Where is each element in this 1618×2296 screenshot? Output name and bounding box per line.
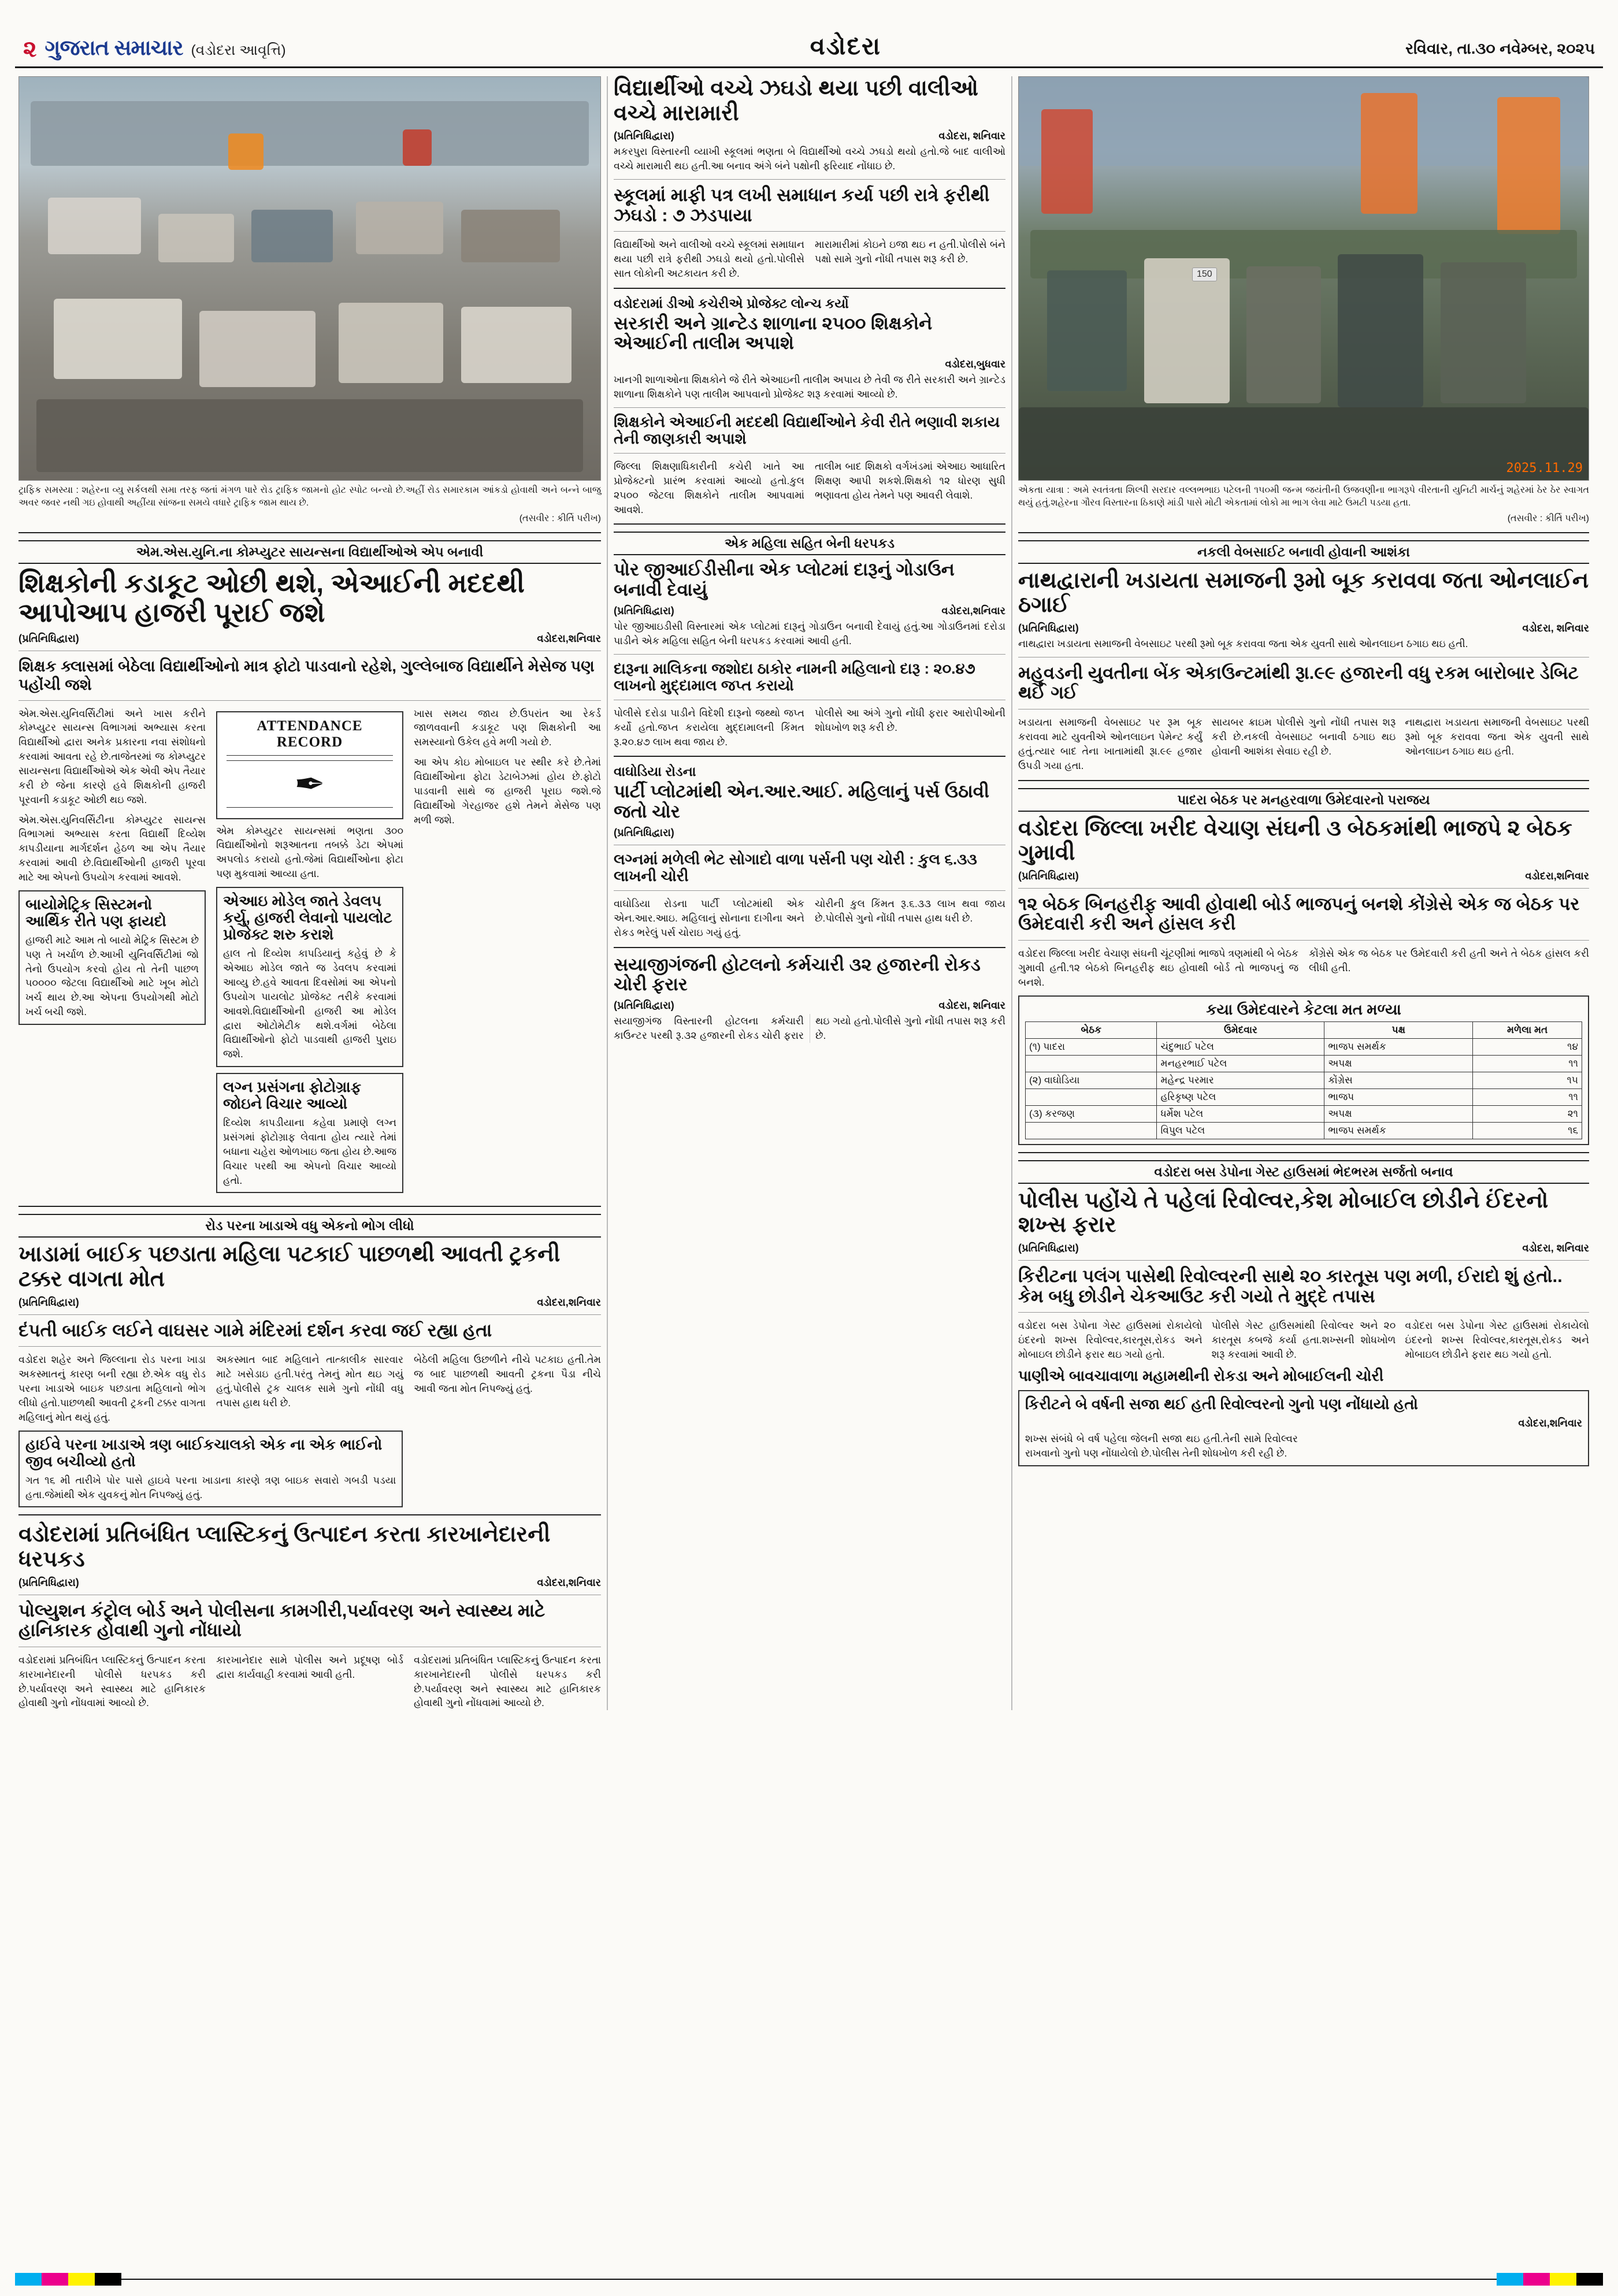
story-paragraph: સાયબર ક્રાઇમ પોલીસે ગુનો નોંધી તપાસ શરૂ કરી છે.નકલી વેબસાઇટ બનાવી ઠગાઇ થઇ હોવાની આશંકા સેવાઇ રહી છે. <box>1211 716 1396 757</box>
story-banned-plastic <box>18 1522 601 1710</box>
cell-party: કોંગ્રેસ <box>1324 1072 1473 1088</box>
story-paragraph: વડોદરા બસ ડેપોના ગેસ્ટ હાઉસમાં રોકાયેલો ઇંદરનો શખ્સ રિવોલ્વર,કારતૂસ,રોકડ અને મોબાઇલ છોડીને ફરાર થઇ ગયો હતો. <box>1018 1320 1203 1360</box>
story-headline: વડોદરા જિલ્લા ખરીદ વેચાણ સંઘની ૩ બેઠકમાંથી ભાજપે ૨ બેઠક ગુમાવી <box>1018 816 1572 865</box>
box-headline: બાયોમેટ્રિક સિસ્ટમનો આર્થિક રીતે પણ ફાયદો <box>25 895 166 930</box>
story-paragraph: ચોરીની કુલ કિંમત રૂ.૬.૩૩ લાખ થવા જાય છે.પોલીસે ગુનો નોંધી તપાસ હાથ ધરી છે. <box>815 898 1005 924</box>
col-header-votes: મળેલા મત <box>1473 1021 1582 1038</box>
story-msu-attendance-app <box>18 540 601 1199</box>
color-swatch-cyan <box>15 2273 42 2286</box>
cell-candidate: મહેન્દ્ર પરમાર <box>1157 1072 1324 1088</box>
cell-seat: (૧) પાદરા <box>1026 1038 1157 1055</box>
cell-candidate: મનહરભાઈ પટેલ <box>1157 1055 1324 1072</box>
cell-candidate: હરિકૃષ્ણ પટેલ <box>1157 1088 1324 1105</box>
byline-place-date: વડોદરા,શનિવાર <box>1525 870 1589 882</box>
sidebar-box-kirit-sentence <box>1018 1390 1589 1466</box>
story-byline <box>614 130 1005 142</box>
story-paragraph: વડોદરામાં પ્રતિબંધિત પ્લાસ્ટિકનું ઉત્પાદન કરતા કારખાનેદારની પોલીસે ધરપકડ કરી છે.પર્યાવરણ અને સ્વાસ્થ્ય માટે હાનિકારક હોવાથી ગુનો નોંધવામાં આવ્યો છે. <box>414 1654 601 1709</box>
sidebar-box-ai-model <box>216 887 403 1067</box>
story-headline: વડોદરામાં પ્રતિબંધિત પ્લાસ્ટિકનું ઉત્પાદન કરતા કારખાનેદારની ધરપકડ <box>18 1522 551 1571</box>
byline-place-date: વડોદરા, શનિવાર <box>938 130 1005 142</box>
cell-seat <box>1026 1122 1157 1139</box>
story-subhead: લગ્નમાં મળેલી ભેટ સોગાદો વાળા પર્સની પણ ચોરી : કુલ ૬.૩૩ લાખની ચોરી <box>614 850 977 885</box>
story-byline <box>18 1296 601 1309</box>
story-kicker: વડોદરામાં ડીઓ કચેરીએ પ્રોજેક્ટ લોન્ચ કર્યો <box>614 295 849 311</box>
box-headline: કિરીટને બે વર્ષની સજા થઈ હતી રિવોલ્વરનો ગુનો પણ નોંધાયો હતો <box>1025 1395 1418 1413</box>
story-paragraph: ખાસ સમય જાય છે.ઉપરાંત આ રેકર્ડ જાળવવાની કડાકૂટ પણ શિક્ષકોની આ સમસ્યાનો ઉકેલ હવે મળી ગયો છે. <box>414 707 601 748</box>
byline-place-date: વડોદરા, શનિવાર <box>1522 1242 1589 1254</box>
col-header-candidate: ઉમેદવાર <box>1157 1021 1324 1038</box>
story-subhead-secondary: પાણીએ બાવચાવાળા મહામથીની રોકડા અને મોબાઈલની ચોરી <box>1018 1366 1384 1384</box>
story-byline <box>1018 622 1589 634</box>
box-body: હાજરી માટે આમ તો બાયો મેટ્રિક સિસ્ટમ છે પણ તે ખર્ચાળ છે.આખી યુનિવર્સિટીમાં જો તેનો ઉપયોગ કરવો હોય તો તેની પાછળ ૫૦૦૦૦ જેટલા વિદ્યાર્થીઓ માટે ખૂબ મોટો ખર્ચ થાય છે.આ એપના ઉપયોગથી મોટો ખર્ચ બચી જશે. <box>25 934 199 1018</box>
color-swatch-black <box>95 2273 121 2286</box>
photo-timestamp: 2025.11.29 <box>1506 461 1583 475</box>
story-paragraph: એમ.એસ.યુનિવર્સિટીમાં અને ખાસ કરીને કોમ્પ્યુટર સાયન્સ વિભાગમાં અભ્યાસ કરતા વિદ્યાર્થીઓ દ્વારા અનેક પ્રકારના નવા સંશોધનો કરવામાં આવતા રહે છે.તાજેતરમાં જ કોમ્પ્યુટર સાયન્સના વિદ્યાર્થીઓએ એક એવી એપ તૈયાર કરી છે જેના કારણે હવે શિક્ષકોની હાજરી પૂરવાની કડાકૂટ ઓછી થઇ જશે. <box>18 707 206 805</box>
box-body: ગત ૧૬ મી તારીખે પોર પાસે હાઇવે પરના ખાડાના કારણે ત્રણ બાઇક સવારો ગબડી પડયા હતા.જેમાંથી એક યુવકનું મોત નિપજ્યું હતું. <box>25 1474 396 1500</box>
story-kicker: એક મહિલા સહિત બેની ધરપકડ <box>614 532 1005 555</box>
story-headline: ખાડામાં બાઈક પછડાતા મહિલા પટકાઈ પાછળથી આવતી ટ્રકની ટક્કર વાગતા મોત <box>18 1242 561 1292</box>
story-byline <box>1018 870 1589 882</box>
story-pothole-accident <box>18 1214 601 1507</box>
box-headline: એઆઇ મોડેલ જાતે ડેવલપ કર્યુ, હાજરી લેવાનો પાયલોટ પ્રોજેક્ટ શરુ કરાશે <box>223 891 392 943</box>
story-paragraph: વડોદરા શહેર અને જિલ્લાના રોડ પરના ખાડા અકસ્માતનું કારણ બની રહ્યા છે.એક વધુ રોડ પરના ખાડાએ બાઇક પછડાતા મહિલાનો ભોગ લીધો હતો.પાછળથી આવતી ટ્રકની ટક્કર વાગતા મહિલાનું મોત થયું હતું. <box>18 1354 206 1423</box>
edition-label: (વડોદરા આવૃત્તિ) <box>191 42 286 58</box>
box-headline: હાઈવે પરના ખાડાએ ત્રણ બાઈકચાલકો એક ના એક ભાઈનો જીવ બચીવ્યો હતો <box>25 1435 383 1470</box>
story-body-col-3 <box>414 707 601 1199</box>
story-subhead: શિક્ષકોને એઆઈની મદદથી વિદ્યાર્થીઓને કેવી રીતે ભણાવી શકાય તેની જાણકારી અપાશે <box>614 413 1000 447</box>
rally-bib-number: 150 <box>1192 268 1217 281</box>
cell-votes: ૧૫ <box>1473 1072 1582 1088</box>
column-right <box>1015 76 1593 1710</box>
box-headline: લગ્ન પ્રસંગના ફોટોગ્રાફ જોઇને વિચાર આવ્યો <box>223 1078 362 1113</box>
rally-photo-credit: (તસવીર : કીર્તિ પરીખ) <box>1507 514 1589 524</box>
story-nri-purse-theft <box>614 764 1005 939</box>
story-paragraph: કોંગ્રેસે એક જ બેઠક પર ઉમેદવારી કરી હતી અને તે બેઠક હાંસલ કરી લીધી હતી. <box>1309 948 1589 974</box>
byline-place-date: વડોદરા,શનિવાર <box>941 604 1005 616</box>
color-swatch-black <box>1576 2273 1603 2286</box>
table-row <box>1026 1122 1582 1139</box>
byline-place-date: વડોદરા,શનિવાર <box>537 1296 601 1308</box>
story-byline <box>18 633 601 645</box>
masthead-left <box>23 36 286 61</box>
story-headline: વિદ્યાર્થીઓ વચ્ચે ઝઘડો થયા પછી વાલીઓ વચ્ચે મારામારી <box>614 76 978 125</box>
story-paragraph: આ એપ કોઇ મોબાઇલ પર સ્થીર કરે છે.તેમાં વિદ્યાર્થીઓના ફોટા ડેટાબેઝમાં હોય છે.ફોટો પાડવાની સાથે જ હાજરી પૂરાઇ જશે.જે વિદ્યાર્થીઓ ગેરહાજર હશે તેમને મેસેજ પણ મળી જશે. <box>414 756 601 826</box>
story-headline: સયાજીગંજની હોટલનો કર્મચારી ૩૨ હજારની રોકડ ચોરી ફરાર <box>614 954 981 995</box>
story-paragraph: પોલીસે આ અંગે ગુનો નોંધી ફરાર આરોપીઓની શોધખોળ શરૂ કરી છે. <box>815 707 1005 733</box>
color-swatch-yellow <box>1550 2273 1576 2286</box>
story-kicker: વાઘોડિયા રોડના <box>614 764 696 779</box>
cell-votes: ૧૧ <box>1473 1088 1582 1105</box>
cell-party: ભાજપ સમર્થક <box>1324 1122 1473 1139</box>
cell-seat: (૨) વાઘોડિયા <box>1026 1072 1157 1088</box>
traffic-photo-caption: ટ્રાફિક સમસ્યા : શહેરના વ્યુ સર્કલથી સમા તરફ જતાં મંગળ પારે રોડ ટ્રાફિક જામનો હોટ સ્પોટ બન્યો છે.અહીં રોડ સમારકામ આંકડો હોવાથી અને બન્ને બાજુ અવર જવર નથી ગઇ હોવાથી અહીંયા સાંજના સમયે વધારે ટ્રાફિક જામ થાય છે. <box>18 485 601 508</box>
election-results-table <box>1025 1021 1582 1139</box>
story-subhead: કિરીટના પલંગ પાસેથી રિવોલ્વરની સાથે ૨૦ કારતૂસ પણ મળી, ઈરાદો શું હતો.. કેમ બધુ છોડીને ચેકઆઉટ કરી ગયો તે મુદ્દે તપાસ <box>1018 1265 1563 1306</box>
byline-place-date: વડોદરા,શનિવાર <box>537 632 601 644</box>
issue-date: રવિવાર, તા.૩૦ નવેમ્બર, ૨૦૨૫ <box>1405 40 1595 57</box>
story-lead: નાથદ્વારા ખડાયતા સમાજની વેબસાઇટ પરથી રૂમો બૂક કરાવવા જતા એક યુવતી સાથે ઓનલાઇન ઠગાઇ થઇ હતી. <box>1018 637 1468 649</box>
table-row <box>1026 1105 1582 1122</box>
story-lead: ખાનગી શાળાઓના શિક્ષકોને જે રીતે એઆઇની તાલીમ અપાય છે તેવી જ રીતે સરકારી અને ગ્રાન્ટેડ શાળાના શિક્ષકોને પણ તાલીમ આપવાનો પ્રોજેક્ટ શરૂ કરવામાં આવ્યો છે. <box>614 374 1005 400</box>
story-kicker: રોડ પરના ખાડાએ વધુ એકનો ભોગ લીધો <box>18 1214 601 1238</box>
story-paragraph: બેઠેલી મહિલા ઉછળીને નીચે પટકાઇ હતી.તેમ જ બાદ પાછળથી આવતી ટ્રકના પૈડા નીચે આવી જતા મોત નિપજ્યું હતું. <box>414 1354 601 1394</box>
story-paragraph: વડોદરામાં પ્રતિબંધિત પ્લાસ્ટિકનું ઉત્પાદન કરતા કારખાનેદારની પોલીસે ધરપકડ કરી છે.પર્યાવરણ અને સ્વાસ્થ્ય માટે હાનિકારક હોવાથી ગુનો નોંધવામાં આવ્યો છે. <box>18 1654 206 1709</box>
color-swatch-magenta <box>1523 2273 1550 2286</box>
cell-candidate: ધર્મેશ પટેલ <box>1157 1105 1324 1122</box>
traffic-photo-credit: (તસવીર : કીર્તિ પરીખ) <box>519 514 601 524</box>
attendance-figure <box>216 711 403 819</box>
color-swatch-magenta <box>42 2273 68 2286</box>
story-headline: સરકારી અને ગ્રાન્ટેડ શાળાના ૨૫૦૦ શિક્ષકોને એઆઈની તાલીમ અપાશે <box>614 313 933 354</box>
story-paragraph: વડોદરા બસ ડેપોના ગેસ્ટ હાઉસમાં રોકાયેલો ઇંદરનો શખ્સ રિવોલ્વર,કારતૂસ,રોકડ અને મોબાઇલ છોડીને ફરાર થઇ ગયો હતો. <box>1405 1320 1589 1360</box>
table-row <box>1026 1038 1582 1055</box>
story-paragraph: પોલીસે ગેસ્ટ હાઉસમાંથી રિવોલ્વર અને ૨૦ કારતૂસ કબજે કર્યા હતા.શખ્સની શોધખોળ શરૂ કરવામાં આવી છે. <box>1211 1320 1396 1360</box>
story-parents-fight <box>614 76 1005 281</box>
section-title: વડોદરા <box>810 32 882 60</box>
byline-source: (પ્રતિનિધિદ્વારા) <box>18 1576 79 1588</box>
table-row <box>1026 1072 1582 1088</box>
story-headline: પોલીસ પહોંચે તે પહેલાં રિવોલ્વર,કેશ મોબાઈલ છોડીને ઈંદરનો શખ્સ ફરાર <box>1018 1188 1549 1238</box>
byline-place-date: વડોદરા,બુધવાર <box>945 358 1005 370</box>
story-paragraph: કારખાનેદાર સામે પોલીસ અને પ્રદૂષણ બોર્ડ દ્વારા કાર્યવાહી કરવામાં આવી હતી. <box>216 1654 403 1680</box>
traffic-photo <box>18 76 601 481</box>
color-swatch-yellow <box>68 2273 95 2286</box>
story-kicker: પાદરા બેઠક પર મનહરવાળા ઉમેદવારનો પરાજય <box>1018 788 1589 812</box>
story-liquor-godown <box>614 532 1005 749</box>
col-header-party: પક્ષ <box>1324 1021 1473 1038</box>
column-center <box>610 76 1009 1710</box>
box-body: હાલ તો દિવ્યેશ કાપડિયાનું કહેવું છે કે એઆઇ મોડેલ જાતે જ ડેવલપ કરવામાં આવ્યુ છે.હવે આવતા દિવસોમાં આ એપનો ઉપયોગ પાયલોટ પ્રોજેક્ટ તરીકે કરવામાં આવશે.વિદ્યાર્થીઓની હાજરી આ મોડેલ દ્વારા ઓટોમેટીક થશે.વર્ગમાં બેઠેલા વિદ્યાર્થીઓનો ફોટો પાડવાથી હાજરી પુરાઇ જશે. <box>223 948 396 1060</box>
story-paragraph: નાથદ્વારા ખડાયતા સમાજની વેબસાઇટ પરથી રૂમો બૂક કરાવવા જતા એક યુવતી સાથે ઓનલાઇન ઠગાઇ થઇ હતી. <box>1405 716 1589 757</box>
story-body-col-2 <box>216 707 403 1199</box>
story-headline: પોર જીઆઈડીસીના એક પ્લોટમાં દારૂનું ગોડાઉન બનાવી દેવાયું <box>614 559 955 600</box>
byline-source: (પ્રતિનિધિદ્વારા) <box>1018 1242 1079 1254</box>
byline-source: (પ્રતિનિધિદ્વારા) <box>1018 870 1079 882</box>
story-subhead: દંપતી બાઈક લઈને વાઘસર ગામે મંદિરમાં દર્શન કરવા જઈ રહ્યા હતા <box>18 1320 492 1340</box>
cell-party: અપક્ષ <box>1324 1055 1473 1072</box>
cell-party: ભાજપ <box>1324 1088 1473 1105</box>
story-subhead: ૧૨ બેઠક બિનહરીફ આવી હોવાથી બોર્ડ ભાજપનું બનશે કોંગ્રેસે એક જ બેઠક પર ઉમેદવારી કરી અને હાંસલ કરી <box>1018 893 1580 934</box>
story-byline <box>18 1577 601 1589</box>
story-subhead: પોલ્યુશન કંટ્રોલ બોર્ડ અને પોલીસના કામગીરી,પર્યાવરણ અને સ્વાસ્થ્ય માટે હાનિકારક હોવાથી ગુનો નોંધાયો <box>18 1600 545 1641</box>
rally-photo <box>1018 76 1589 481</box>
byline-place-date: વડોદરા,શનિવાર <box>1518 1417 1582 1429</box>
registration-color-bar <box>15 2272 1603 2287</box>
story-byline <box>614 1000 1005 1012</box>
cell-seat <box>1026 1055 1157 1072</box>
story-paragraph: વડોદરા જિલ્લા ખરીદ વેચાણ સંઘની ચૂંટણીમાં ભાજપે ત્રણમાંથી બે બેઠક ગુમાવી હતી.૧૨ બેઠકો બિનહરીફ થઇ હોવાથી બોર્ડ તો ભાજપનું જ બનશે. <box>1018 948 1298 988</box>
story-hotel-employee-theft <box>614 955 1005 1043</box>
page-number: ૨ <box>23 36 37 62</box>
story-cooperative-election <box>1018 788 1589 1145</box>
table-title: કયા ઉમેદવારને કેટલા મત મળ્યા <box>1206 1000 1401 1018</box>
byline-source: (પ્રતિનિધિદ્વારા) <box>614 826 674 838</box>
signature-glyph: ✒ <box>294 763 325 805</box>
table-row <box>1026 1055 1582 1072</box>
byline-source: (પ્રતિનિધિદ્વારા) <box>18 632 79 644</box>
story-lead: મકરપુરા વિસ્તારની વ્યાખી સ્કૂલમાં ભણતા બે વિદ્યાર્થીઓ વચ્ચે ઝઘડો થયો હતો.જે બાદ વાલીઓ વચ્ચે મારામારી થઇ હતી.આ બનાવ અંગે બંને પક્ષોની ફરિયાદ નોંધાઇ છે. <box>614 146 1005 172</box>
story-paragraph: મારામારીમાં કોઇને ઇજા થઇ ન હતી.પોલીસે બંને પક્ષો સામે ગુનો નોંધી તપાસ શરૂ કરી છે. <box>815 239 1005 265</box>
box-body: દિવ્યેશ કાપડીયાના કહેવા પ્રમાણે લગ્ન પ્રસંગમાં ફોટોગ્રાફ લેવાતા હોય ત્યારે તેમાં બધાના ચહેરા ઓળખાઇ જતા હોય છે.આજ વિચાર પરથી આ એપનો વિચાર આવ્યો હતો. <box>223 1117 396 1186</box>
color-swatch-cyan <box>1497 2273 1523 2286</box>
masthead <box>15 0 1603 68</box>
color-bar-rule <box>121 2279 1497 2280</box>
byline-place-date: વડોદરા,શનિવાર <box>537 1576 601 1588</box>
cell-candidate: ચંદુભાઈ પટેલ <box>1157 1038 1324 1055</box>
story-body-col-1 <box>18 707 206 1199</box>
cell-party: અપક્ષ <box>1324 1105 1473 1122</box>
column-divider <box>1011 76 1012 1710</box>
story-headline: શિક્ષકોની કડાકૂટ ઓછી થશે, એઆઈની મદદથી આપોઆપ હાજરી પૂરાઈ જશે <box>18 567 525 628</box>
story-paragraph: સયાજીગંજ વિસ્તારની હોટલના કર્મચારી કાઉન્ટર પરથી રૂ.૩૨ હજારની રોકડ ચોરી ફરાર થઇ ગયો હતો.પોલીસે ગુનો નોંધી તપાસ શરૂ કરી છે. <box>614 1015 1005 1041</box>
sidebar-box-wedding-photo <box>216 1073 403 1193</box>
story-paragraph: વિદ્યાર્થીઓ અને વાલીઓ વચ્ચે સ્કૂલમાં સમાધાન થયા પછી રાત્રે ફરીથી ઝઘડો થયો હતો.પોલીસે સાત લોકોની અટકાયત કરી છે. <box>614 239 804 279</box>
story-paragraph: તાલીમ બાદ શિક્ષકો વર્ગખંડમાં એઆઇ આધારિત શિક્ષણ આપી શકશે.શિક્ષકો ૧૨ ધોરણ સુધી ભણાવતા હોય તેમને પણ આવરી લેવાશે. <box>815 460 1005 501</box>
story-fake-website-fraud <box>1018 540 1589 773</box>
column-divider <box>607 76 608 1710</box>
table-row <box>1026 1088 1582 1105</box>
story-paragraph: જિલ્લા શિક્ષણાધિકારીની કચેરી ખાતે આ પ્રોજેક્ટનો પ્રારંભ કરવામાં આવ્યો હતો.કુલ ૨૫૦૦ જેટલા શિક્ષકોને તાલીમ આપવામાં આવશે. <box>614 460 804 515</box>
story-byline <box>614 358 1005 370</box>
story-subhead: દારૂના માલિકના જશોદા ઠાકોર નામની મહિલાનો દારૂ : ૨૦.૪૭ લાખનો મુદ્દામાલ જપ્ત કરાયો <box>614 659 975 694</box>
byline-source: (પ્રતિનિધિદ્વારા) <box>614 604 674 616</box>
rally-photo-caption: એકતા યાત્રા : અમે સ્વતંત્રતા શિલ્પી સરદાર વલ્લભભાઇ પટેલની ૧૫૦મી જન્મ જયંતીની ઉજવણીના ભાગરૂપે વીરતાની યુનિટી માર્ચનું શહેરમાં ઠેર ઠેર સ્વાગત થયું હતું.શહેરના ગૌરવ વિસ્તારના ઠિકાણે માંડી પાસે મોટી એકતામાં લોકો મા ભાગ લેવા માટે ઉમટી પડયા હતા. <box>1018 485 1589 508</box>
story-guesthouse-revolver <box>1018 1160 1589 1466</box>
cell-seat <box>1026 1088 1157 1105</box>
story-paragraph: વાઘોડિયા રોડના પાર્ટી પ્લોટમાંથી એક એન.આર.આઇ. મહિલાનું સોનાના દાગીના અને રોકડ ભરેલું પર્સ ચોરાઇ ગયું હતું. <box>614 898 804 938</box>
byline-source: (પ્રતિનિધિદ્વારા) <box>18 1296 79 1308</box>
cell-candidate: વિપુલ પટેલ <box>1157 1122 1324 1139</box>
story-subhead: શિક્ષક ક્લાસમાં બેઠેલા વિદ્યાર્થીઓનો માત્ર ફોટો પાડવાનો રહેશે, ગુલ્લેબાજ વિદ્યાર્થીને મેસેજ પણ પહોંચી જશે <box>18 657 595 694</box>
col-header-seat: બેઠક <box>1026 1021 1157 1038</box>
story-paragraph: અકસ્માત બાદ મહિલાને તાત્કાલીક સારવાર માટે ખસેડાઇ હતી.પરંતુ તેમનું મોત થઇ ગયું હતું.પોલીસે ટ્રક ચાલક સામે ગુનો નોંધી વધુ તપાસ હાથ ધરી છે. <box>216 1354 403 1409</box>
story-byline <box>1018 1242 1589 1254</box>
cell-votes: ૧૬ <box>1473 1122 1582 1139</box>
byline-place-date: વડોદરા, શનિવાર <box>938 999 1005 1011</box>
story-headline: નાથદ્વારાની ખડાયતા સમાજની રૂમો બૂક કરાવવા જતા ઓનલાઈન ઠગાઈ <box>1018 568 1589 618</box>
byline-source: (પ્રતિનિધિદ્વારા) <box>614 130 674 142</box>
table-header-row <box>1026 1021 1582 1038</box>
sidebar-box-biometric <box>18 890 206 1025</box>
story-kicker: વડોદરા બસ ડેપોના ગેસ્ટ હાઉસમાં ભેદભરમ સર્જતો બનાવ <box>1018 1160 1589 1184</box>
figure-caption: એમ કોમ્પ્યુટર સાયન્સમાં ભણતા ૩૦૦ વિદ્યાર્થીઓનો શરૂઆતના તબક્કે ડેટા એપમાં અપલોડ કરાયો હતો.જેમાં વિદ્યાર્થીઓના ફોટા પણ મુકવામાં આવ્યા હતા. <box>216 824 403 880</box>
byline-source: (પ્રતિનિધિદ્વારા) <box>614 999 674 1011</box>
story-kicker: એમ.એસ.યુનિ.ના કોમ્પ્યુટર સાયન્સના વિદ્યાર્થીઓએ એપ બનાવી <box>18 540 601 564</box>
attendance-figure-title: ATTENDANCE RECORD <box>257 718 363 750</box>
cell-votes: ૧૪ <box>1473 1038 1582 1055</box>
page-grid <box>15 68 1603 1710</box>
story-headline: પાર્ટી પ્લોટમાંથી એન.આર.આઈ. મહિલાનું પર્સ ઉઠાવી જતો ચોર <box>614 781 989 822</box>
story-subhead: સ્કૂલમાં માફી પત્ર લખી સમાધાન કર્યા પછી રાત્રે ફરીથી ઝઘડો : ૭ ઝડપાયા <box>614 184 990 225</box>
cell-votes: ૨૧ <box>1473 1105 1582 1122</box>
story-teacher-ai-training <box>614 296 1005 517</box>
story-paragraph: એમ.એસ.યુનિવર્સિટીના કોમ્પ્યુટર સાયન્સ વિભાગમાં અભ્યાસ કરતા વિદ્યાર્થી દિવ્યેશ કાપડીયાના માર્ગદર્શન હેઠળ આ એપ તૈયાર કરવામાં આવી છે.વિદ્યાર્થીઓની હાજરી પૂરવા માટે આ એપનો ઉપયોગ કરવામાં આવશે. <box>18 813 206 883</box>
story-paragraph: પોલીસે દરોડા પાડીને વિદેશી દારૂનો જથ્થો જપ્ત કર્યો હતો.જપ્ત કરાયેલા મુદ્દામાલની કિંમત રૂ.૨૦.૪૭ લાખ થવા જાય છે. <box>614 707 804 748</box>
column-left <box>15 76 604 1710</box>
story-byline <box>614 605 1005 617</box>
election-results-box <box>1018 995 1589 1145</box>
publication-title: ગુજરાત સમાચાર <box>44 36 183 60</box>
box-body: શખ્સ સંબંધે બે વર્ષ પહેલા જેલની સજા થઇ હતી.તેની સામે રિવોલ્વર રાખવાનો ગુનો પણ નોંધાયેલો છે.પોલીસ તેની શોધખોળ કરી રહી છે. <box>1025 1432 1298 1459</box>
sidebar-box-highway-potholes <box>18 1431 403 1508</box>
story-paragraph: ખડાયતા સમાજની વેબસાઇટ પર રૂમ બૂક કરાવવા માટે યુવતીએ ઓનલાઇન પેમેન્ટ કર્યું હતું.ત્યાર બાદ તેના ખાતામાંથી રૂા.૯૯ હજાર ઉપડી ગયા હતા. <box>1018 716 1203 771</box>
byline-place-date: વડોદરા, શનિવાર <box>1522 622 1589 634</box>
story-lead: પોર જીઆઇડીસી વિસ્તારમાં એક પ્લોટમાં દારૂનું ગોડાઉન બનાવી દેવાયું હતું.આ ગોડાઉનમાં દરોડા પાડીને એક મહિલા સહિત બેની ધરપકડ કરવામાં આવી હતી. <box>614 620 1005 647</box>
story-subhead: મહુવડની યુવતીના બેંક એકાઉન્ટમાંથી રૂા.૯૯ હજારની વધુ રકમ બારોબાર ડેબિટ થઈ ગઈ <box>1018 662 1579 703</box>
cell-seat: (૩) કરજણ <box>1026 1105 1157 1122</box>
cell-votes: ૧૧ <box>1473 1055 1582 1072</box>
cell-party: ભાજપ સમર્થક <box>1324 1038 1473 1055</box>
story-kicker: નકલી વેબસાઈટ બનાવી હોવાની આશંકા <box>1018 540 1589 564</box>
byline-source: (પ્રતિનિધિદ્વારા) <box>1018 622 1079 634</box>
